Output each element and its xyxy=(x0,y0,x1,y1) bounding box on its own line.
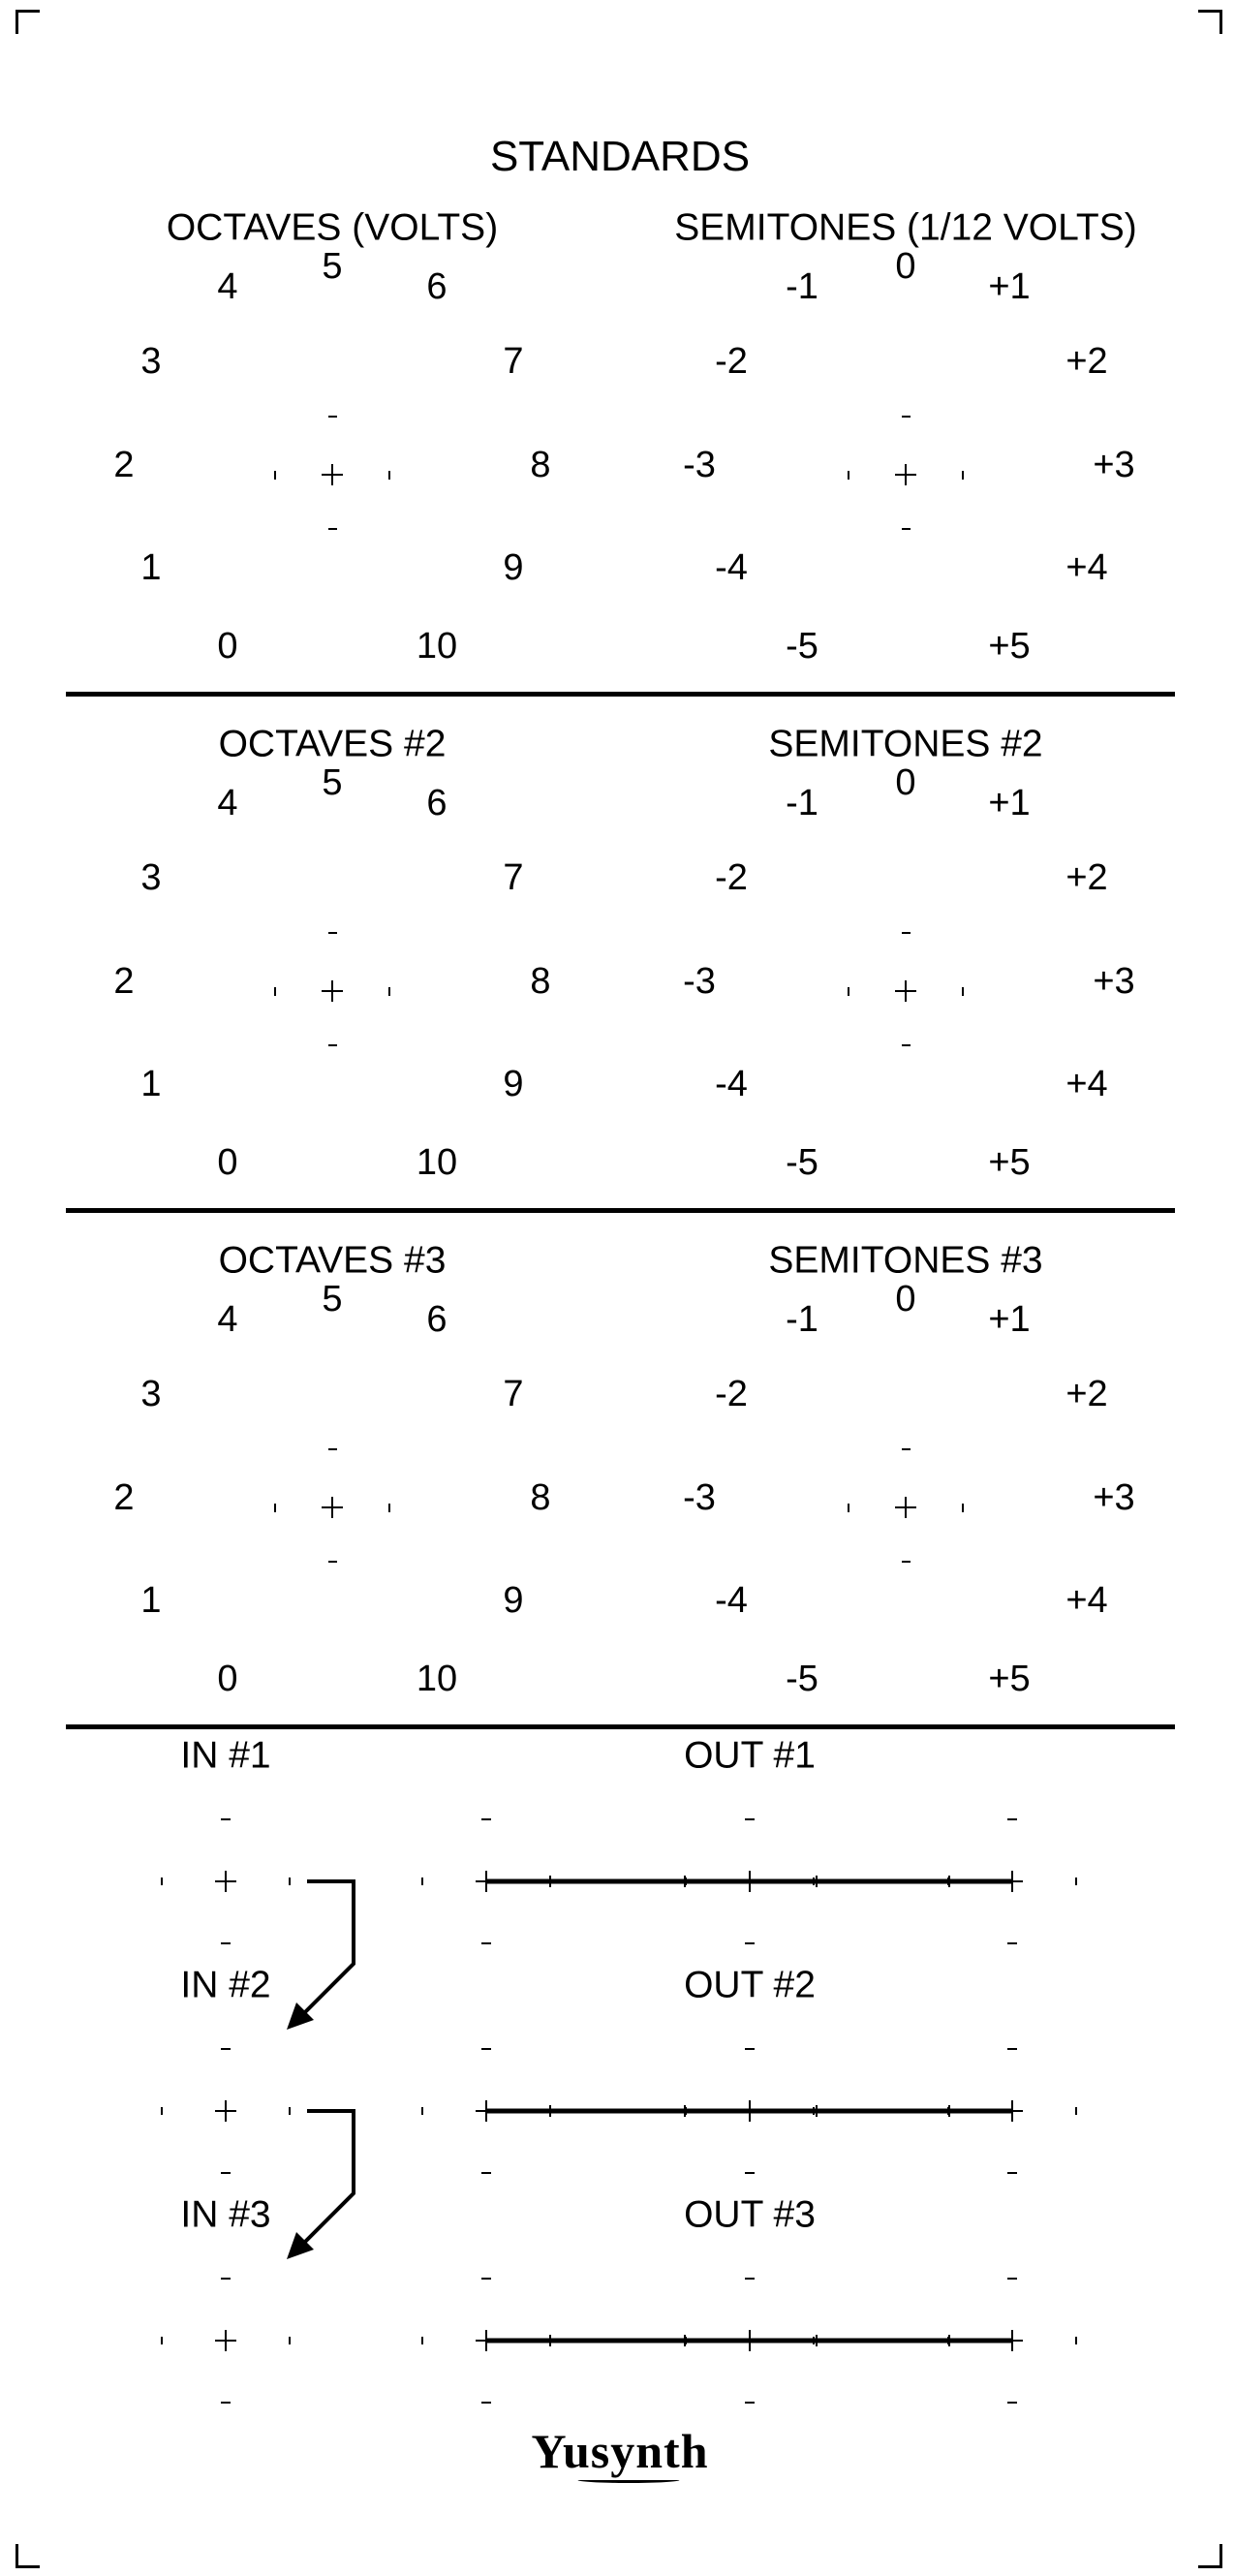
semitone-dial-1-scale-label: +5 xyxy=(988,626,1031,667)
semitone-dial-2-scale-label: -1 xyxy=(786,783,818,823)
octave-dial-3-scale-label: 5 xyxy=(322,1279,343,1319)
semitone-dial-3-scale-label: +1 xyxy=(988,1299,1031,1340)
octave-dial-1-scale-label: 2 xyxy=(113,445,135,485)
normalling-arrow-1-icon xyxy=(287,1881,354,2030)
semitone-dial-1-scale-label: +2 xyxy=(1065,341,1108,382)
octave-dial-2-scale-label: 0 xyxy=(217,1142,238,1183)
semitone-dial-3-scale-label: -5 xyxy=(786,1659,818,1699)
octave-dial-1-scale-label: 4 xyxy=(217,266,238,307)
semitones-1-heading: SEMITONES (1/12 VOLTS) xyxy=(674,206,1137,249)
octave-dial-2-scale-label: 4 xyxy=(217,783,238,823)
logo-underline xyxy=(577,2477,679,2483)
semitone-dial-1-scale-label: -3 xyxy=(683,445,716,485)
semitone-dial-2-scale-label: +2 xyxy=(1065,857,1108,898)
semitone-dial-2-scale-label: -5 xyxy=(786,1142,818,1183)
octave-dial-2-scale-label: 1 xyxy=(140,1064,162,1104)
semitone-dial-1-scale-label: -2 xyxy=(715,341,748,382)
octaves-2-heading: OCTAVES #2 xyxy=(218,723,447,765)
octave-dial-3-scale-label: 3 xyxy=(140,1374,162,1414)
semitone-dial-3-scale-label: -2 xyxy=(715,1374,748,1414)
semitone-dial-1-scale-label: -4 xyxy=(715,547,748,588)
octave-dial-3-scale-label: 8 xyxy=(530,1477,551,1518)
octave-dial-1-scale-label: 7 xyxy=(503,341,524,382)
in-3-label: IN #3 xyxy=(180,2193,271,2236)
semitone-dial-2-scale-label: +3 xyxy=(1093,961,1135,1002)
octave-dial-3-scale-label: 10 xyxy=(416,1659,458,1699)
semitone-dial-3-scale-label: -4 xyxy=(715,1580,748,1621)
octave-dial-1-scale-label: 8 xyxy=(530,445,551,485)
octave-dial-2-scale-label: 2 xyxy=(113,961,135,1002)
semitone-dial-3-scale-label: +4 xyxy=(1065,1580,1108,1621)
semitone-dial-3-scale-label: +3 xyxy=(1093,1477,1135,1518)
semitone-dial-3-scale-label: +5 xyxy=(988,1659,1031,1699)
semitone-dial-1-scale-label: 0 xyxy=(895,246,916,287)
octave-dial-1-scale-label: 1 xyxy=(140,547,162,588)
in-2-label: IN #2 xyxy=(180,1964,271,2006)
semitones-2-heading: SEMITONES #2 xyxy=(768,723,1043,765)
semitone-dial-2-scale-label: +1 xyxy=(988,783,1031,823)
semitone-dial-2-scale-label: +5 xyxy=(988,1142,1031,1183)
octaves-1-heading: OCTAVES (VOLTS) xyxy=(166,206,499,249)
semitone-dial-2-scale-label: -3 xyxy=(683,961,716,1002)
semitone-dial-2-scale-label: +4 xyxy=(1065,1064,1108,1104)
yusynth-logo xyxy=(531,2424,709,2478)
semitones-3-heading: SEMITONES #3 xyxy=(768,1239,1043,1282)
octave-dial-1-scale-label: 0 xyxy=(217,626,238,667)
out-3-label: OUT #3 xyxy=(684,2193,816,2236)
octave-dial-2-scale-label: 7 xyxy=(503,857,524,898)
out-2-label: OUT #2 xyxy=(684,1964,816,2006)
normalling-arrow-2-icon xyxy=(287,2111,354,2259)
octave-dial-2-scale-label: 8 xyxy=(530,961,551,1002)
in-1-jack-marks[interactable] xyxy=(162,1819,290,1943)
octave-dial-2-scale-label: 9 xyxy=(503,1064,524,1104)
octave-dial-1-scale-label: 6 xyxy=(426,266,448,307)
octave-dial-1-scale-label: 3 xyxy=(140,341,162,382)
octave-dial-1-scale-label: 5 xyxy=(322,246,343,287)
in-3-jack-marks[interactable] xyxy=(162,2279,290,2403)
octave-dial-2-scale-label: 10 xyxy=(416,1142,458,1183)
octave-dial-3-scale-label: 1 xyxy=(140,1580,162,1621)
semitone-dial-3-scale-label: +2 xyxy=(1065,1374,1108,1414)
semitone-dial-3-scale-label: -1 xyxy=(786,1299,818,1340)
arrow-shaft xyxy=(295,1881,354,2022)
semitone-dial-3-scale-label: -3 xyxy=(683,1477,716,1518)
octave-dial-3-scale-label: 7 xyxy=(503,1374,524,1414)
octave-dial-1-scale-label: 10 xyxy=(416,626,458,667)
panel-title: STANDARDS xyxy=(489,133,751,180)
out-1-label: OUT #1 xyxy=(684,1734,816,1777)
octave-dial-2-scale-label: 5 xyxy=(322,762,343,803)
logo-text: Yusynth xyxy=(531,2424,709,2478)
semitone-dial-3-scale-label: 0 xyxy=(895,1279,916,1319)
octave-dial-1-scale-label: 9 xyxy=(503,547,524,588)
octave-dial-3-scale-label: 2 xyxy=(113,1477,135,1518)
semitone-dial-1-scale-label: +3 xyxy=(1093,445,1135,485)
semitone-dial-1-scale-label: +1 xyxy=(988,266,1031,307)
octaves-3-heading: OCTAVES #3 xyxy=(218,1239,447,1282)
octave-dial-3-scale-label: 9 xyxy=(503,1580,524,1621)
octave-dial-2-scale-label: 6 xyxy=(426,783,448,823)
octave-dial-3-scale-label: 4 xyxy=(217,1299,238,1340)
octave-dial-3-scale-label: 6 xyxy=(426,1299,448,1340)
octave-dial-3-scale-label: 0 xyxy=(217,1659,238,1699)
semitone-dial-2-scale-label: 0 xyxy=(895,762,916,803)
semitone-dial-1-scale-label: +4 xyxy=(1065,547,1108,588)
in-1-label: IN #1 xyxy=(180,1734,271,1777)
octave-dial-2-scale-label: 3 xyxy=(140,857,162,898)
semitone-dial-1-scale-label: -5 xyxy=(786,626,818,667)
semitone-dial-1-scale-label: -1 xyxy=(786,266,818,307)
semitone-dial-2-scale-label: -4 xyxy=(715,1064,748,1104)
arrow-shaft xyxy=(295,2111,354,2251)
semitone-dial-2-scale-label: -2 xyxy=(715,857,748,898)
in-2-jack-marks[interactable] xyxy=(162,2049,290,2173)
